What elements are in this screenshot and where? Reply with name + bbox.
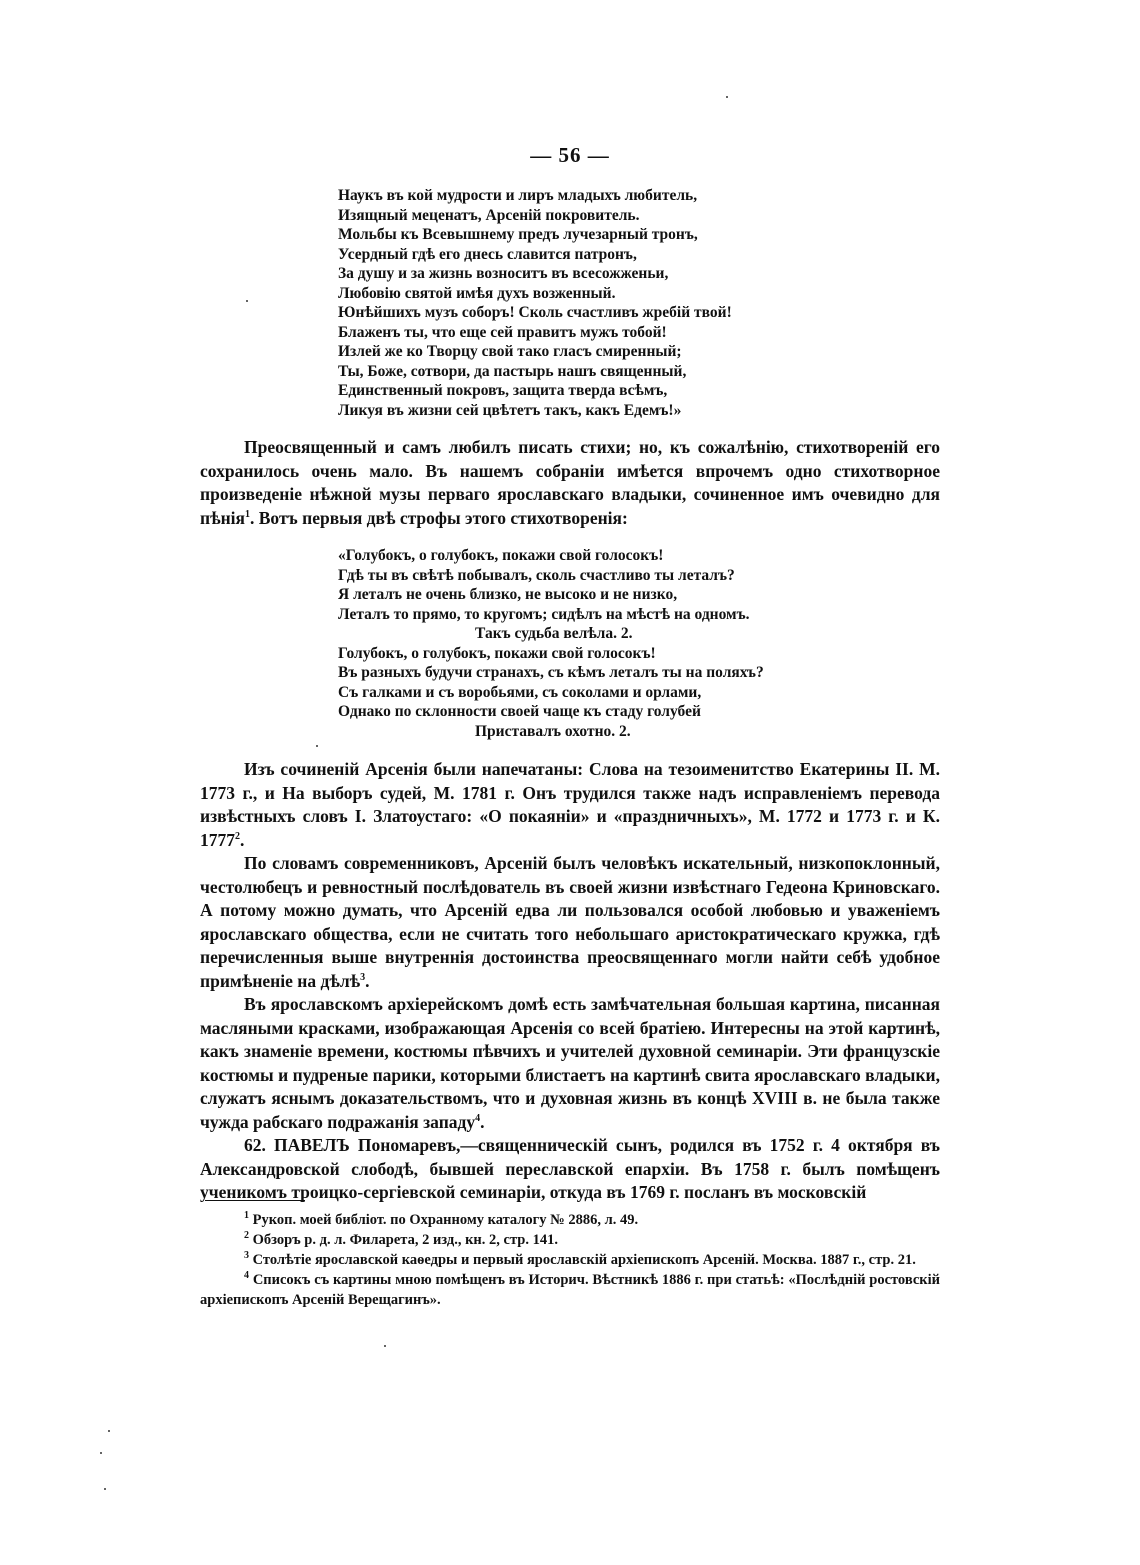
verse-line: Юнѣйшихъ музъ соборъ! Сколь счастливъ жребій твой! bbox=[338, 304, 732, 321]
verse-line: Мольбы къ Всевышнему предъ лучезарный тронъ, bbox=[338, 226, 698, 243]
paragraph-tail: . bbox=[480, 1111, 485, 1132]
paragraph bbox=[200, 436, 940, 530]
paragraph-text: Въ ярославскомъ архіерейскомъ домѣ есть замѣчательная большая картина, писанная масляными красками, изображающая Арсенія со всей братіею. Интересны на этой картинѣ, какъ знаменіе времени, костюмы пѣвчихъ и учителей духовной семинаріи. Эти французскіе костюмы и пудреные парики, которыми блистаетъ на картинѣ свита ярославскаго владыки, служатъ яснымъ доказательствомъ, что и духовная жизнь въ концѣ XVIII в. не была также чужда рабскаго подражанія западу bbox=[200, 994, 940, 1132]
paragraph bbox=[200, 993, 940, 1134]
footnote-mark: 2 bbox=[244, 1230, 249, 1242]
paragraph-text: Преосвященный и самъ любилъ писать стихи; но, къ сожалѣнію, стихотвореній его сохранилось очень мало. Въ нашемъ собраніи имѣется впрочемъ одно стихотворное произведеніе нѣжной музы перваго ярославскаго владыки, сочиненное имъ очевидно для пѣнія bbox=[200, 437, 940, 528]
footnote-text: Рукоп. моей библіот. по Охранному каталогу № 2886, л. 49. bbox=[252, 1212, 639, 1228]
verse-line: Съ галками и съ воробьями, съ соколами и орлами, bbox=[338, 683, 702, 701]
verse-line: Единственный покровъ, защита тверда всѣмъ, bbox=[338, 382, 668, 399]
footnote-separator bbox=[205, 1200, 305, 1201]
footnote-ref[interactable]: 2 bbox=[235, 830, 240, 842]
verse-line: Въ разныхъ будучи странахъ, съ кѣмъ леталъ ты на поляхъ? bbox=[338, 664, 764, 681]
paragraph-tail: . bbox=[365, 970, 370, 991]
verse-line: Гдѣ ты въ свѣтѣ побывалъ, сколь счастливо ты леталъ? bbox=[338, 566, 735, 584]
poem-verse-1 bbox=[338, 186, 818, 420]
page-number: — 56 — bbox=[530, 143, 610, 167]
verse-line: Ликуя въ жизни сей цвѣтетъ такъ, какъ Едемъ!» bbox=[338, 401, 682, 419]
scan-speck bbox=[246, 300, 248, 302]
footnote-text: Списокъ съ картины мною помѣщенъ въ Историч. Вѣстникѣ 1886 г. при статьѣ: «Послѣдній ростовскій архіепископъ Арсеній Верещагинъ». bbox=[200, 1272, 941, 1308]
paragraph bbox=[200, 1134, 940, 1205]
paragraph-text: 62. ПАВЕЛЪ Пономаревъ,—священническій сынъ, родился въ 1752 г. 4 октября въ Александровской слободѣ, бывшей переславской епархіи. Въ 1758 г. былъ помѣщенъ ученикомъ троицко-сергіевской семинаріи, откуда въ 1769 г. посланъ въ московскій bbox=[200, 1135, 940, 1202]
footnote-ref[interactable]: 1 bbox=[245, 508, 250, 520]
footnote-mark: 1 bbox=[244, 1210, 249, 1222]
scan-speck bbox=[316, 745, 318, 747]
verse-line: Излей же ко Творцу свой тако гласъ смиренный; bbox=[338, 343, 682, 360]
footnote-mark: 4 bbox=[244, 1270, 249, 1282]
verse-line: Леталъ то прямо, то кругомъ; сидѣлъ на мѣстѣ на одномъ. bbox=[338, 605, 750, 623]
paragraph bbox=[200, 758, 940, 852]
verse-line: Изящный меценатъ, Арсеній покровитель. bbox=[338, 206, 640, 224]
verse-line: Усердный гдѣ его днесь славится патронъ, bbox=[338, 245, 637, 263]
footnote-mark: 3 bbox=[244, 1250, 249, 1262]
scan-speck bbox=[384, 1345, 386, 1347]
verse-line: Я леталъ не очень близко, не высоко и не низко, bbox=[338, 586, 678, 603]
footnotes bbox=[200, 1210, 940, 1310]
scan-speck bbox=[726, 96, 728, 98]
footnote bbox=[200, 1210, 940, 1230]
footnote-text: Обзоръ р. д. л. Филарета, 2 изд., кн. 2, стр. 141. bbox=[252, 1232, 558, 1248]
footnote-ref[interactable]: 3 bbox=[360, 971, 366, 983]
paragraph-tail: . bbox=[240, 829, 245, 850]
verse-line: Голубокъ, о голубокъ, покажи свой голосокъ! bbox=[338, 644, 656, 662]
verse-line: Однако по склонности своей чаще къ стаду голубей bbox=[338, 703, 701, 720]
paragraph-text: Изъ сочиненій Арсенія были напечатаны: Слова на тезоименитство Екатерины II. М. 1773 г., и На выборъ судей, М. 1781 г. Онъ трудился также надъ исправленіемъ перевода извѣстныхъ словъ І. Златоустаго: «О покаяніи» и «праздничныхъ», М. 1772 и 1773 г. и К. 1777 bbox=[200, 759, 940, 850]
poem-verse-2 bbox=[338, 546, 838, 741]
verse-refrain: Такъ судьба велѣла. 2. bbox=[475, 625, 633, 642]
paragraph-verses-intro bbox=[200, 436, 940, 530]
footnote bbox=[200, 1230, 940, 1250]
verse-line: Ты, Боже, сотвори, да пастырь нашъ священный, bbox=[338, 362, 687, 380]
scan-speck bbox=[108, 1430, 110, 1432]
paragraph bbox=[200, 852, 940, 993]
verse-refrain: Приставалъ охотно. 2. bbox=[475, 722, 631, 740]
scan-speck bbox=[104, 1488, 106, 1490]
scan-speck bbox=[100, 1452, 102, 1454]
footnote-ref[interactable]: 4 bbox=[475, 1112, 481, 1124]
paragraph-text: По словамъ современниковъ, Арсеній былъ человѣкъ искательный, низкопоклонный, честолюбецъ и ревностный послѣдователь въ своей жизни извѣстнаго Гедеона Криновскаго. А потому можно думать, что Арсеній едва ли пользовался особой любовью и уваженіемъ ярославскаго общества, если не считать того небольшаго аристократическаго кружка, гдѣ перечисленныя выше внутреннія достоинства преосвященнаго могли найти себѣ удобное примѣненіе на дѣлѣ bbox=[200, 853, 940, 991]
verse-line: За душу и за жизнь возноситъ въ всесожженьи, bbox=[338, 265, 669, 282]
body-text bbox=[200, 758, 940, 1205]
verse-line: Наукъ въ кой мудрости и лиръ младыхъ любитель, bbox=[338, 187, 698, 204]
paragraph-tail: . Вотъ первыя двѣ строфы этого стихотворенія: bbox=[250, 507, 628, 528]
verse-line: «Голубокъ, о голубокъ, покажи свой голосокъ! bbox=[338, 547, 664, 564]
footnote-text: Столѣтіе ярославской каѳедры и первый ярославскій архіепископъ Арсеній. Москва. 1887 г., стр. 21. bbox=[252, 1252, 916, 1268]
verse-line: Любовію святой имѣя духъ возженный. bbox=[338, 284, 616, 302]
verse-line: Блаженъ ты, что еще сей правитъ мужъ тобой! bbox=[338, 323, 667, 341]
footnote bbox=[200, 1250, 940, 1270]
footnote bbox=[200, 1270, 940, 1310]
